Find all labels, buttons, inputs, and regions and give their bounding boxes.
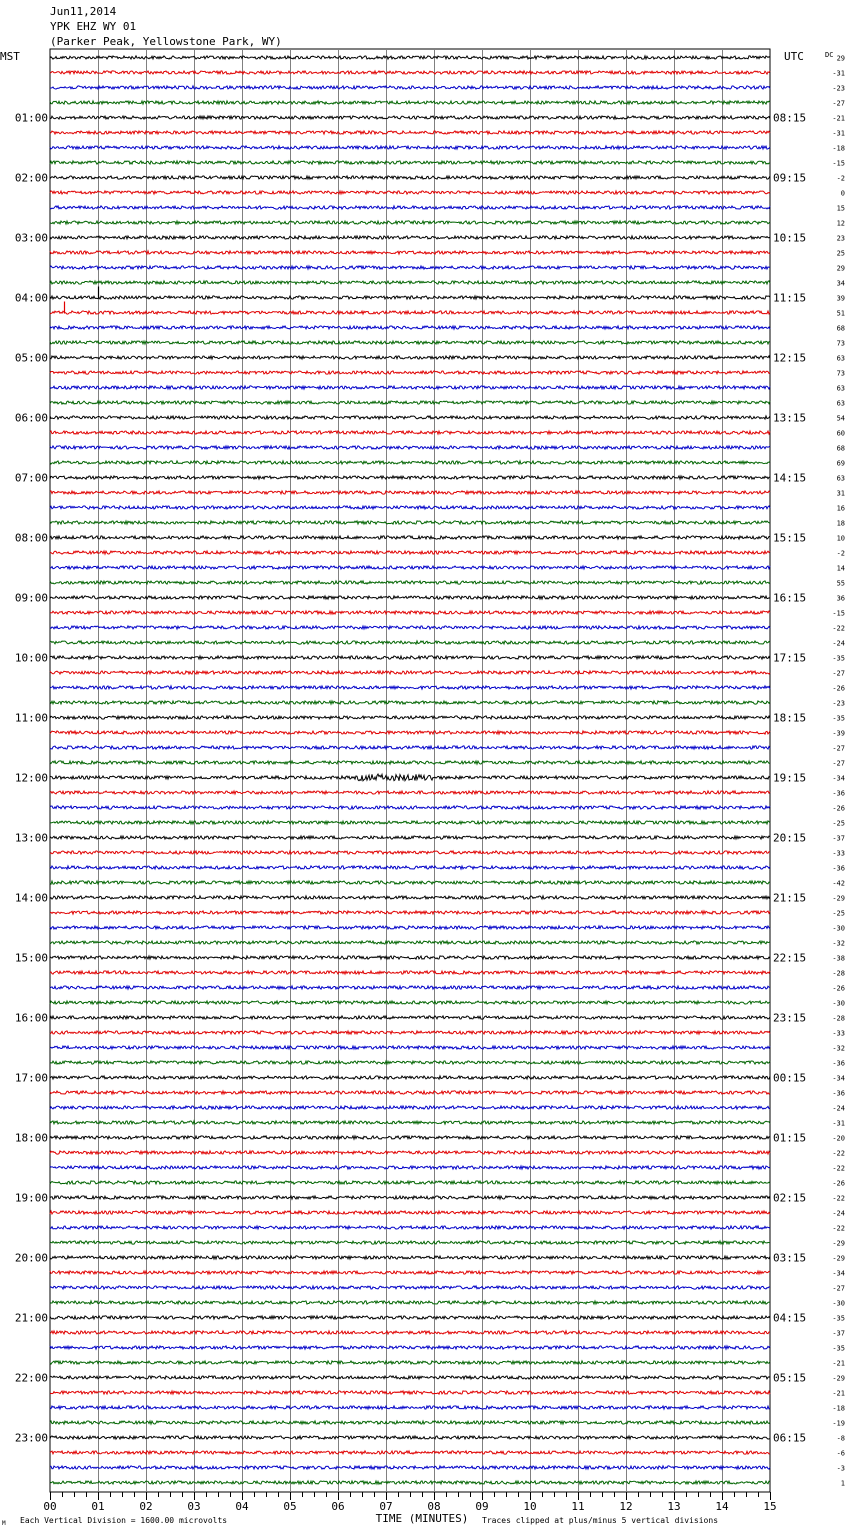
dc-offset-value: -38 bbox=[832, 954, 845, 963]
seismic-trace bbox=[50, 686, 770, 689]
dc-offset-value: -22 bbox=[832, 1164, 845, 1173]
seismic-trace bbox=[50, 986, 770, 989]
mst-label: MST bbox=[0, 50, 20, 63]
dc-offset-value: 69 bbox=[836, 459, 845, 468]
dc-offset-value: -20 bbox=[832, 1134, 845, 1143]
dc-offset-value: 31 bbox=[836, 489, 845, 498]
grid-layer bbox=[50, 49, 770, 1492]
footer-mark: M bbox=[2, 1520, 6, 1527]
seismic-trace bbox=[50, 1316, 770, 1319]
dc-offset-value: -26 bbox=[832, 804, 845, 813]
seismic-trace bbox=[50, 1091, 770, 1094]
utc-hour-label: 16:15 bbox=[773, 591, 807, 605]
dc-offset-value: 1 bbox=[840, 1479, 845, 1488]
seismic-trace bbox=[50, 521, 770, 524]
x-tick-label: 06 bbox=[331, 1500, 345, 1513]
seismic-trace bbox=[50, 1031, 770, 1034]
dc-offset-value: -27 bbox=[832, 99, 845, 108]
seismic-trace bbox=[50, 446, 770, 449]
mst-hour-label: 13:00 bbox=[14, 831, 48, 845]
dc-offset-value: 23 bbox=[836, 234, 845, 243]
seismic-trace bbox=[50, 1391, 770, 1394]
clip-note: Traces clipped at plus/minus 5 vertical divisions bbox=[482, 1516, 719, 1525]
seismic-trace bbox=[50, 1061, 770, 1064]
dc-offset-value: -27 bbox=[832, 759, 845, 768]
seismic-trace bbox=[50, 1181, 770, 1184]
seismic-trace bbox=[50, 626, 770, 629]
dc-offset-value: -3 bbox=[836, 1464, 845, 1473]
dc-offset-value: -35 bbox=[832, 1314, 845, 1323]
x-tick-label: 04 bbox=[235, 1500, 249, 1513]
dc-offset-value: -27 bbox=[832, 1284, 845, 1293]
dc-offset-value: -28 bbox=[832, 969, 845, 978]
dc-offset-value: 73 bbox=[836, 339, 845, 348]
seismic-trace bbox=[50, 1481, 770, 1484]
seismic-trace bbox=[50, 1286, 770, 1289]
seismic-trace bbox=[50, 774, 770, 781]
x-tick-label: 07 bbox=[379, 1500, 393, 1513]
dc-offset-value: 51 bbox=[836, 309, 845, 318]
x-tick-label: 02 bbox=[139, 1500, 153, 1513]
seismic-trace bbox=[50, 836, 770, 839]
seismic-trace bbox=[50, 251, 770, 254]
dc-offset-value: -25 bbox=[832, 819, 845, 828]
dc-offset-value: -42 bbox=[832, 879, 845, 888]
seismic-trace bbox=[50, 221, 770, 224]
mst-hour-label: 23:00 bbox=[14, 1431, 48, 1445]
dc-offset-value: -24 bbox=[832, 1209, 845, 1218]
utc-hour-label: 09:15 bbox=[773, 171, 807, 185]
dc-offset-value: -34 bbox=[832, 1074, 845, 1083]
dc-offset-value: -22 bbox=[832, 1194, 845, 1203]
dc-offset-value: -35 bbox=[832, 714, 845, 723]
dc-offset-value: -26 bbox=[832, 984, 845, 993]
seismic-trace bbox=[50, 821, 770, 824]
x-tick-label: 05 bbox=[283, 1500, 297, 1513]
seismic-trace bbox=[50, 1271, 770, 1274]
seismic-trace bbox=[50, 1136, 770, 1139]
seismic-trace bbox=[50, 851, 770, 854]
seismic-trace bbox=[50, 1241, 770, 1244]
dc-offset-value: 73 bbox=[836, 369, 845, 378]
header-location: (Parker Peak, Yellowstone Park, WY) bbox=[50, 35, 282, 48]
seismic-trace bbox=[50, 956, 770, 959]
seismic-trace bbox=[50, 881, 770, 884]
dc-offset-value: -37 bbox=[832, 1329, 845, 1338]
seismic-trace bbox=[50, 461, 770, 464]
dc-offset-value: -39 bbox=[832, 729, 845, 738]
dc-offset-value: 55 bbox=[836, 579, 845, 588]
mst-hour-label: 21:00 bbox=[14, 1311, 48, 1325]
dc-offset-value: -26 bbox=[832, 1179, 845, 1188]
seismic-trace bbox=[50, 581, 770, 584]
dc-offset-value: -24 bbox=[832, 1104, 845, 1113]
seismic-trace bbox=[50, 386, 770, 389]
seismic-trace bbox=[50, 1016, 770, 1019]
dc-offset-value: 63 bbox=[836, 399, 845, 408]
dc-offset-value: 0 bbox=[840, 189, 845, 198]
dc-offset-value: -28 bbox=[832, 1014, 845, 1023]
seismic-trace bbox=[50, 476, 770, 479]
utc-hour-label: 22:15 bbox=[773, 951, 807, 965]
dc-offset-value: 63 bbox=[836, 384, 845, 393]
dc-offset-value: -21 bbox=[832, 114, 845, 123]
dc-offset-value: -32 bbox=[832, 1044, 845, 1053]
seismic-trace bbox=[50, 356, 770, 359]
seismic-trace bbox=[50, 896, 770, 899]
dc-offset-value: -36 bbox=[832, 789, 845, 798]
dc-offset-value: -21 bbox=[832, 1389, 845, 1398]
seismic-trace bbox=[50, 1226, 770, 1229]
dc-offset-value: -32 bbox=[832, 939, 845, 948]
seismic-trace bbox=[50, 416, 770, 419]
dc-offset-value: 25 bbox=[836, 249, 845, 258]
utc-hour-label: 18:15 bbox=[773, 711, 807, 725]
seismic-trace bbox=[50, 326, 770, 329]
dc-offset-value: 36 bbox=[836, 594, 845, 603]
dc-offset-value: -22 bbox=[832, 624, 845, 633]
mst-hour-label: 22:00 bbox=[14, 1371, 48, 1385]
dc-offset-value: 18 bbox=[836, 519, 845, 528]
utc-hour-label: 12:15 bbox=[773, 351, 807, 365]
utc-hour-label: 23:15 bbox=[773, 1011, 807, 1025]
mst-hour-label: 06:00 bbox=[14, 411, 48, 425]
dc-offset-value: 29 bbox=[836, 264, 845, 273]
seismic-trace bbox=[50, 1076, 770, 1079]
dc-offset-value: -25 bbox=[832, 909, 845, 918]
seismic-trace bbox=[50, 191, 770, 194]
dc-offset-value: -29 bbox=[832, 1239, 845, 1248]
dc-offset-value: -29 bbox=[832, 1254, 845, 1263]
seismic-trace bbox=[50, 491, 770, 494]
seismic-trace bbox=[50, 701, 770, 704]
trace-layer bbox=[50, 56, 770, 1484]
seismic-trace bbox=[50, 266, 770, 269]
utc-hour-label: 20:15 bbox=[773, 831, 807, 845]
utc-hour-label: 10:15 bbox=[773, 231, 807, 245]
utc-hour-label: 04:15 bbox=[773, 1311, 807, 1325]
mst-hour-label: 20:00 bbox=[14, 1251, 48, 1265]
seismic-trace bbox=[50, 536, 770, 539]
seismic-trace bbox=[50, 116, 770, 119]
seismic-trace bbox=[50, 506, 770, 509]
dc-offset-value: 54 bbox=[836, 414, 845, 423]
seismic-trace bbox=[50, 1166, 770, 1169]
dc-offset-value: -33 bbox=[832, 849, 845, 858]
dc-offset-value: 68 bbox=[836, 444, 845, 453]
dc-offset-value: -31 bbox=[832, 69, 845, 78]
utc-hour-label: 15:15 bbox=[773, 531, 807, 545]
mst-hour-label: 04:00 bbox=[14, 291, 48, 305]
utc-hour-label: 14:15 bbox=[773, 471, 807, 485]
seismic-trace bbox=[50, 281, 770, 284]
seismic-trace bbox=[50, 206, 770, 209]
dc-offset-value: 68 bbox=[836, 324, 845, 333]
scale-note: Each Vertical Division = 1600.00 microvolts bbox=[20, 1516, 228, 1525]
dc-offset-value: -36 bbox=[832, 1089, 845, 1098]
dc-offset-value: -22 bbox=[832, 1224, 845, 1233]
seismic-trace bbox=[50, 566, 770, 569]
dc-offset-value: -30 bbox=[832, 924, 845, 933]
seismic-trace bbox=[50, 56, 770, 59]
dc-offset-value: 29 bbox=[836, 54, 845, 63]
seismic-trace bbox=[50, 656, 770, 659]
utc-hour-label: 01:15 bbox=[773, 1131, 807, 1145]
utc-hour-label: 11:15 bbox=[773, 291, 807, 305]
seismic-trace bbox=[50, 761, 770, 764]
dc-offset-value: -2 bbox=[836, 549, 845, 558]
seismic-trace bbox=[50, 1121, 770, 1124]
dc-offset-value: -30 bbox=[832, 1299, 845, 1308]
x-tick-label: 10 bbox=[523, 1500, 537, 1513]
seismic-trace bbox=[50, 1301, 770, 1304]
seismic-trace bbox=[50, 101, 770, 104]
dc-offset-value: -27 bbox=[832, 669, 845, 678]
dc-offset-value: -33 bbox=[832, 1029, 845, 1038]
seismic-trace bbox=[50, 641, 770, 644]
seismic-trace bbox=[50, 296, 770, 299]
seismic-trace bbox=[50, 1106, 770, 1109]
seismic-trace bbox=[50, 971, 770, 974]
seismic-trace bbox=[50, 731, 770, 734]
mst-hour-label: 08:00 bbox=[14, 531, 48, 545]
dc-offset-value: -2 bbox=[836, 174, 845, 183]
seismic-trace bbox=[50, 551, 770, 554]
x-tick-label: 01 bbox=[91, 1500, 105, 1513]
dc-offset-value: -35 bbox=[832, 654, 845, 663]
seismic-trace bbox=[50, 1436, 770, 1439]
mst-hour-label: 02:00 bbox=[14, 171, 48, 185]
seismic-trace bbox=[50, 1361, 770, 1364]
seismic-trace bbox=[50, 1346, 770, 1349]
seismic-trace bbox=[50, 176, 770, 179]
seismic-trace bbox=[50, 1196, 770, 1199]
dc-offset-value: 39 bbox=[836, 294, 845, 303]
dc-offset-value: -27 bbox=[832, 744, 845, 753]
seismic-trace bbox=[50, 866, 770, 869]
dc-offset-value: -34 bbox=[832, 1269, 845, 1278]
dc-offset-value: 10 bbox=[836, 534, 845, 543]
dc-offset-value: -24 bbox=[832, 639, 845, 648]
dc-offset-value: 63 bbox=[836, 354, 845, 363]
x-tick-label: 00 bbox=[43, 1500, 57, 1513]
dc-offset-value: -30 bbox=[832, 999, 845, 1008]
utc-hour-label: 08:15 bbox=[773, 111, 807, 125]
dc-offset-value: -29 bbox=[832, 894, 845, 903]
dc-offset-value: 12 bbox=[836, 219, 845, 228]
utc-label: UTC bbox=[784, 50, 804, 63]
mst-hour-label: 15:00 bbox=[14, 951, 48, 965]
mst-hour-label: 09:00 bbox=[14, 591, 48, 605]
mst-hour-label: 01:00 bbox=[14, 111, 48, 125]
mst-hour-label: 12:00 bbox=[14, 771, 48, 785]
mst-hour-label: 16:00 bbox=[14, 1011, 48, 1025]
dc-offset-value: -21 bbox=[832, 1359, 845, 1368]
dc-offset-value: -22 bbox=[832, 1149, 845, 1158]
mst-hour-label: 18:00 bbox=[14, 1131, 48, 1145]
x-tick-label: 13 bbox=[667, 1500, 681, 1513]
seismic-trace bbox=[50, 1046, 770, 1049]
mst-hour-label: 05:00 bbox=[14, 351, 48, 365]
dc-offset-value: -19 bbox=[832, 1419, 845, 1428]
x-tick-label: 09 bbox=[475, 1500, 489, 1513]
x-tick-label: 12 bbox=[619, 1500, 633, 1513]
seismic-trace bbox=[50, 791, 770, 794]
dc-offset-value: -31 bbox=[832, 1119, 845, 1128]
x-tick-label: 11 bbox=[571, 1500, 585, 1513]
seismic-trace bbox=[50, 146, 770, 149]
x-tick-label: 03 bbox=[187, 1500, 201, 1513]
dc-offset-value: -37 bbox=[832, 834, 845, 843]
utc-hour-label: 03:15 bbox=[773, 1251, 807, 1265]
dc-offset-value: -26 bbox=[832, 684, 845, 693]
x-axis bbox=[2, 1492, 777, 1527]
dc-offset-value: -23 bbox=[832, 699, 845, 708]
dc-offset-value: -15 bbox=[832, 609, 845, 618]
seismic-trace bbox=[50, 1151, 770, 1154]
seismic-trace bbox=[50, 311, 770, 314]
dc-offset-value: 63 bbox=[836, 474, 845, 483]
seismic-trace bbox=[50, 371, 770, 374]
dc-offset-value: -6 bbox=[836, 1449, 845, 1458]
seismic-trace bbox=[50, 1466, 770, 1469]
mst-hour-label: 11:00 bbox=[14, 711, 48, 725]
seismic-trace bbox=[50, 161, 770, 164]
seismic-trace bbox=[50, 1376, 770, 1379]
seismic-trace bbox=[50, 431, 770, 434]
dc-offset-value: -31 bbox=[832, 129, 845, 138]
seismic-trace bbox=[50, 86, 770, 89]
seismic-trace bbox=[50, 236, 770, 239]
seismic-trace bbox=[50, 1331, 770, 1334]
seismic-trace bbox=[50, 401, 770, 404]
mst-hour-label: 17:00 bbox=[14, 1071, 48, 1085]
seismic-trace bbox=[50, 1256, 770, 1259]
seismic-trace bbox=[50, 131, 770, 134]
seismic-trace bbox=[50, 941, 770, 944]
x-tick-label: 15 bbox=[763, 1500, 777, 1513]
utc-hour-label: 21:15 bbox=[773, 891, 807, 905]
seismic-trace bbox=[50, 1001, 770, 1004]
dc-offset-value: -36 bbox=[832, 1059, 845, 1068]
header-date: Jun11,2014 bbox=[50, 5, 117, 18]
dc-offset-value: 15 bbox=[836, 204, 845, 213]
dc-offset-value: -15 bbox=[832, 159, 845, 168]
seismic-trace bbox=[50, 1211, 770, 1214]
mst-hour-label: 14:00 bbox=[14, 891, 48, 905]
dc-offset-value: -18 bbox=[832, 1404, 845, 1413]
mst-hour-label: 10:00 bbox=[14, 651, 48, 665]
seismic-trace bbox=[50, 341, 770, 344]
seismic-trace bbox=[50, 611, 770, 614]
mst-hour-label: 07:00 bbox=[14, 471, 48, 485]
x-axis-title: TIME (MINUTES) bbox=[375, 1512, 469, 1525]
dc-offset-value: 34 bbox=[836, 279, 845, 288]
seismic-trace bbox=[50, 716, 770, 719]
utc-hour-label: 19:15 bbox=[773, 771, 807, 785]
utc-hour-label: 00:15 bbox=[773, 1071, 807, 1085]
dc-offset-value: -34 bbox=[832, 774, 845, 783]
utc-hour-label: 13:15 bbox=[773, 411, 807, 425]
dc-offset-value: -29 bbox=[832, 1374, 845, 1383]
dc-offset-value: -18 bbox=[832, 144, 845, 153]
dc-offset-value: -8 bbox=[836, 1434, 845, 1443]
seismic-trace bbox=[50, 596, 770, 599]
dc-offset-value: 16 bbox=[836, 504, 845, 513]
dc-offset-value: -23 bbox=[832, 84, 845, 93]
seismic-trace bbox=[50, 671, 770, 674]
utc-hour-label: 06:15 bbox=[773, 1431, 807, 1445]
plot-frame bbox=[50, 49, 770, 1492]
x-tick-label: 08 bbox=[427, 1500, 441, 1513]
seismic-trace bbox=[50, 806, 770, 809]
utc-hour-label: 05:15 bbox=[773, 1371, 807, 1385]
seismic-trace bbox=[50, 911, 770, 914]
dc-label: DC bbox=[825, 51, 834, 59]
seismic-trace bbox=[50, 1406, 770, 1409]
seismic-trace bbox=[50, 1451, 770, 1454]
seismic-trace bbox=[50, 746, 770, 749]
mst-hour-label: 19:00 bbox=[14, 1191, 48, 1205]
utc-hour-label: 02:15 bbox=[773, 1191, 807, 1205]
seismic-trace bbox=[50, 926, 770, 929]
dc-offset-value: 14 bbox=[836, 564, 845, 573]
utc-hour-label: 17:15 bbox=[773, 651, 807, 665]
dc-offset-value: 60 bbox=[836, 429, 845, 438]
seismic-trace bbox=[50, 71, 770, 74]
x-tick-label: 14 bbox=[715, 1500, 729, 1513]
dc-offset-value: -35 bbox=[832, 1344, 845, 1353]
mst-hour-label: 03:00 bbox=[14, 231, 48, 245]
header-station: YPK EHZ WY 01 bbox=[50, 20, 137, 33]
seismic-trace bbox=[50, 1421, 770, 1424]
dc-offset-value: -36 bbox=[832, 864, 845, 873]
